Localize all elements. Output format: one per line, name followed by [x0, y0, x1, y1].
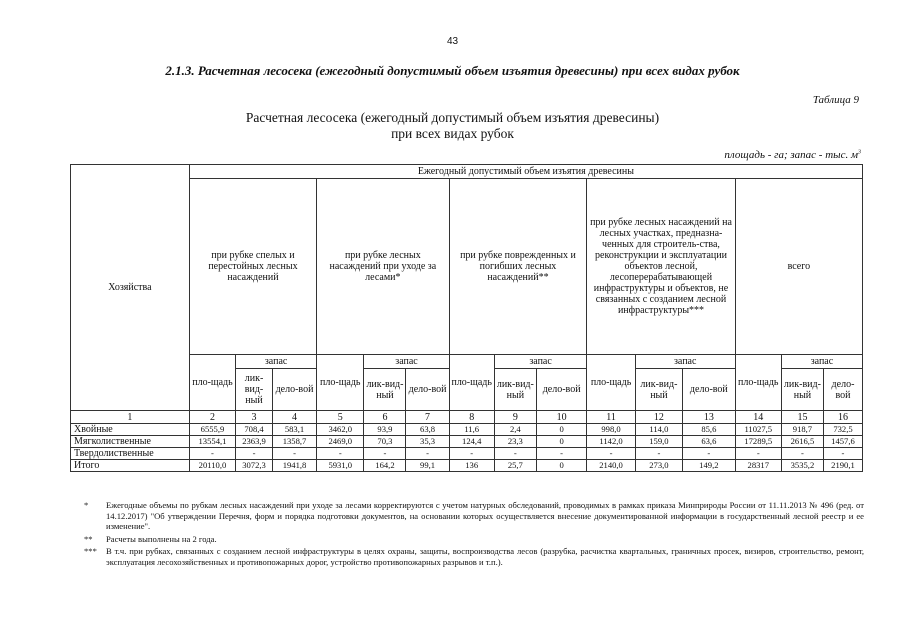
table-cell: - [494, 448, 536, 460]
footnote-mark: * [84, 500, 89, 510]
header-annual-volume: Ежегодный допустимый объем изъятия древесины [189, 165, 862, 179]
table-cell: 28317 [735, 460, 781, 472]
section-heading: 2.1.3. Расчетная лесосека (ежегодный допустимый объем изъятия древесины) при всех видах рубок [165, 63, 740, 78]
header-liquid: лик-вид-ный [635, 369, 682, 411]
table-cell: 63,8 [406, 424, 449, 436]
header-liquid: лик-вид-ный [494, 369, 536, 411]
table-cell: 25,7 [494, 460, 536, 472]
header-area: пло-щадь [587, 355, 635, 411]
row-label: Твердолиственные [71, 448, 190, 460]
table-cell: 99,1 [406, 460, 449, 472]
table-cell: 0 [536, 460, 586, 472]
table-cell: - [449, 448, 494, 460]
table-cell: - [683, 448, 736, 460]
header-liquid: лик-вид-ный [236, 369, 273, 411]
table-cell: 708,4 [236, 424, 273, 436]
table-cell: 583,1 [272, 424, 316, 436]
table-cell: - [587, 448, 635, 460]
table-cell: 20110,0 [189, 460, 235, 472]
header-area: пло-щадь [317, 355, 364, 411]
header-liquid: лик-вид-ный [364, 369, 406, 411]
footnotes [84, 500, 864, 569]
table-cell: 732,5 [823, 424, 862, 436]
table-cell: 149,2 [683, 460, 736, 472]
table-cell: 5931,0 [317, 460, 364, 472]
units-note [724, 149, 861, 161]
table-row [71, 424, 863, 436]
column-index-cell: 6 [364, 411, 406, 424]
footnote-text: В т.ч. при рубках, связанных с созданием лесной инфраструктуры в целях охраны, защиты, воспроизводства лесов (разрубка, расчистка квартальных, граничных просек, визиров, строительство, ремонт, эксплуатация лесохозяйственных и противопожарных дорог, устройство противопожарных разрывов и т.п.). [106, 546, 864, 567]
header-group-thinning: при рубке лесных насаждений при уходе за лесами* [317, 179, 450, 355]
table-cell: 3072,3 [236, 460, 273, 472]
table-cell: 998,0 [587, 424, 635, 436]
footnote-text: Ежегодные объемы по рубкам лесных насаждений при уходе за лесами корректируются с учетом натурных обследований, проводимых в рамках приказа Минприроды России от 11.11.2013 № 496 (ред. от 14.12.2017) "Об утверждении Перечня, форм и порядка подготовки документов, на основании которых осуществляется внесение документированной информации в государственный лесной реестр и ее изменение". [106, 500, 864, 531]
column-index-cell: 1 [71, 411, 190, 424]
header-stock: запас [494, 355, 587, 369]
footnote-mark: ** [84, 533, 93, 544]
table-cell: 114,0 [635, 424, 682, 436]
column-index-cell: 12 [635, 411, 682, 424]
units-note-sup: 3 [858, 149, 861, 156]
allowable-cut-table [70, 164, 863, 472]
table-cell: 3462,0 [317, 424, 364, 436]
table-cell: 2140,0 [587, 460, 635, 472]
table-cell: 13554,1 [189, 436, 235, 448]
header-group-total: всего [735, 179, 862, 355]
table-cell: 273,0 [635, 460, 682, 472]
table-cell: 11,6 [449, 424, 494, 436]
table-cell: 159,0 [635, 436, 682, 448]
column-index-cell: 8 [449, 411, 494, 424]
table-cell: 2,4 [494, 424, 536, 436]
header-stock: запас [635, 355, 735, 369]
table-cell: - [272, 448, 316, 460]
table-cell: 0 [536, 436, 586, 448]
header-area: пло-щадь [449, 355, 494, 411]
column-index-cell: 7 [406, 411, 449, 424]
table-label: Таблица 9 [812, 94, 859, 106]
column-index-cell: 16 [823, 411, 862, 424]
column-index-cell: 5 [317, 411, 364, 424]
table-cell: 136 [449, 460, 494, 472]
table-cell: 1457,6 [823, 436, 862, 448]
row-label: Итого [71, 460, 190, 472]
header-group-infrastructure: при рубке лесных насаждений на лесных участках, предназна-ченных для строитель-ства, реконструкции и эксплуатации объектов лесной, лесоперерабатывающей инфраструктуры и объектов, не связанных с созданием лесной инфраструктуры*** [587, 179, 735, 355]
table-cell: - [536, 448, 586, 460]
table-cell: 11027,5 [735, 424, 781, 436]
row-label: Мягколиственные [71, 436, 190, 448]
column-index-cell: 3 [236, 411, 273, 424]
header-area: пло-щадь [189, 355, 235, 411]
table-cell: - [236, 448, 273, 460]
table-cell: 1142,0 [587, 436, 635, 448]
column-index-cell: 11 [587, 411, 635, 424]
table-cell: 918,7 [781, 424, 823, 436]
header-business: дело-вой [272, 369, 316, 411]
table-cell: 3535,2 [781, 460, 823, 472]
column-index-row [71, 411, 863, 424]
page-number: 43 [446, 36, 459, 47]
table-row [71, 436, 863, 448]
table-title-line1: Расчетная лесосека (ежегодный допустимый объем изъятия древесины) [245, 110, 660, 125]
table-cell: 17289,5 [735, 436, 781, 448]
table-cell: 2363,9 [236, 436, 273, 448]
footnote [84, 546, 864, 567]
row-label: Хвойные [71, 424, 190, 436]
header-stock: запас [364, 355, 449, 369]
table-body [71, 424, 863, 472]
table-cell: 63,6 [683, 436, 736, 448]
table-title [0, 110, 905, 142]
table-cell: - [189, 448, 235, 460]
table-cell: 2616,5 [781, 436, 823, 448]
header-group-mature: при рубке спелых и перестойных лесных насаждений [189, 179, 316, 355]
table-cell: - [735, 448, 781, 460]
header-business: дело-вой [536, 369, 586, 411]
table-cell: - [823, 448, 862, 460]
column-index-cell: 4 [272, 411, 316, 424]
column-index-cell: 9 [494, 411, 536, 424]
table-cell: 2190,1 [823, 460, 862, 472]
column-index-cell: 13 [683, 411, 736, 424]
column-index-cell: 2 [189, 411, 235, 424]
footnote [84, 534, 864, 545]
table-row [71, 460, 863, 472]
table-row [71, 448, 863, 460]
column-index-cell: 10 [536, 411, 586, 424]
table-cell: 23,3 [494, 436, 536, 448]
header-business: дело-вой [406, 369, 449, 411]
column-index-cell: 15 [781, 411, 823, 424]
table-cell: 6555,9 [189, 424, 235, 436]
header-group-damaged: при рубке поврежденных и погибших лесных насаждений** [449, 179, 587, 355]
header-stock: запас [781, 355, 862, 369]
table-cell: - [364, 448, 406, 460]
footnote-mark: *** [84, 546, 97, 556]
units-note-text: площадь - га; запас - тыс. м [724, 149, 858, 161]
footnote [84, 500, 864, 532]
table-cell: 2469,0 [317, 436, 364, 448]
table-cell: 70,3 [364, 436, 406, 448]
table-cell: 35,3 [406, 436, 449, 448]
table-title-line2: при всех видах рубок [391, 126, 514, 141]
header-liquid: лик-вид-ный [781, 369, 823, 411]
header-stock: запас [236, 355, 317, 369]
header-business: дело-вой [683, 369, 736, 411]
header-area: пло-щадь [735, 355, 781, 411]
column-index-cell: 14 [735, 411, 781, 424]
table-cell: 1941,8 [272, 460, 316, 472]
table-cell: 93,9 [364, 424, 406, 436]
table-cell: - [317, 448, 364, 460]
table-cell: - [781, 448, 823, 460]
table-cell: 85,6 [683, 424, 736, 436]
table-cell: 164,2 [364, 460, 406, 472]
table-cell: 124,4 [449, 436, 494, 448]
header-farms: Хозяйства [71, 165, 190, 411]
table-cell: - [635, 448, 682, 460]
header-business: дело-вой [823, 369, 862, 411]
table-cell: - [406, 448, 449, 460]
table-cell: 1358,7 [272, 436, 316, 448]
table-cell: 0 [536, 424, 586, 436]
footnote-text: Расчеты выполнены на 2 года. [106, 533, 217, 544]
